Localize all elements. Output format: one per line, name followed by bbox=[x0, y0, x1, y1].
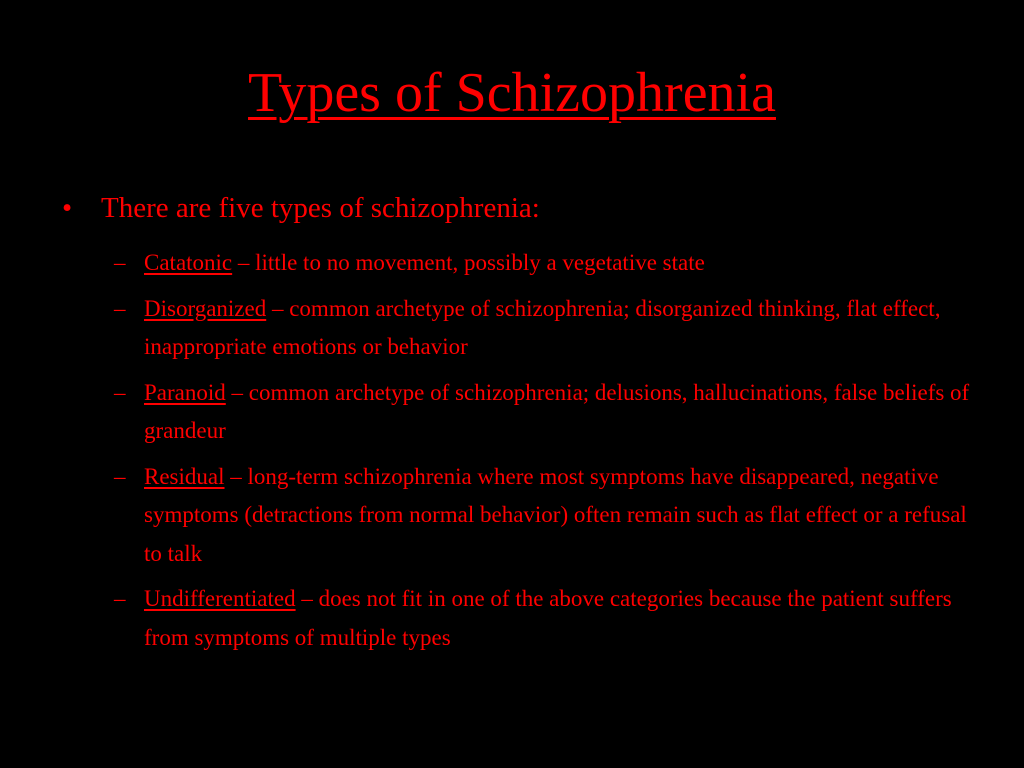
dash-icon: – bbox=[114, 250, 126, 275]
types-list bbox=[114, 244, 974, 664]
type-term: Catatonic bbox=[144, 250, 233, 275]
type-term: Undifferentiated bbox=[144, 586, 296, 611]
intro-text: There are five types of schizophrenia: bbox=[101, 192, 540, 224]
dash-icon: – bbox=[114, 379, 126, 405]
bullet-icon: • bbox=[62, 192, 73, 224]
type-description: – little to no movement, possibly a vegetative state bbox=[232, 250, 705, 275]
type-item-catatonic bbox=[114, 244, 974, 283]
type-item-paranoid bbox=[114, 374, 974, 451]
type-term: Residual bbox=[144, 463, 225, 489]
type-item-undifferentiated bbox=[114, 580, 974, 657]
type-item-disorganized bbox=[114, 290, 974, 367]
type-item-residual bbox=[114, 458, 974, 574]
type-description: – does not fit in one of the above categories because the patient suffers from symptoms of multiple types bbox=[144, 586, 952, 650]
type-description: – common archetype of schizophrenia; delusions, hallucinations, false beliefs of grandeur bbox=[144, 379, 970, 443]
dash-icon: – bbox=[114, 463, 126, 489]
dash-icon: – bbox=[114, 295, 126, 321]
type-term: Disorganized bbox=[144, 295, 267, 321]
type-term: Paranoid bbox=[144, 379, 226, 405]
type-description: – common archetype of schizophrenia; disorganized thinking, flat effect, inappropriate emotions or behavior bbox=[144, 295, 941, 359]
type-description: – long-term schizophrenia where most symptoms have disappeared, negative symptoms (detractions from normal behavior) often remain such as flat effect or a refusal to talk bbox=[144, 463, 967, 566]
slide-title: Types of Schizophrenia bbox=[248, 62, 776, 124]
dash-icon: – bbox=[114, 586, 126, 611]
